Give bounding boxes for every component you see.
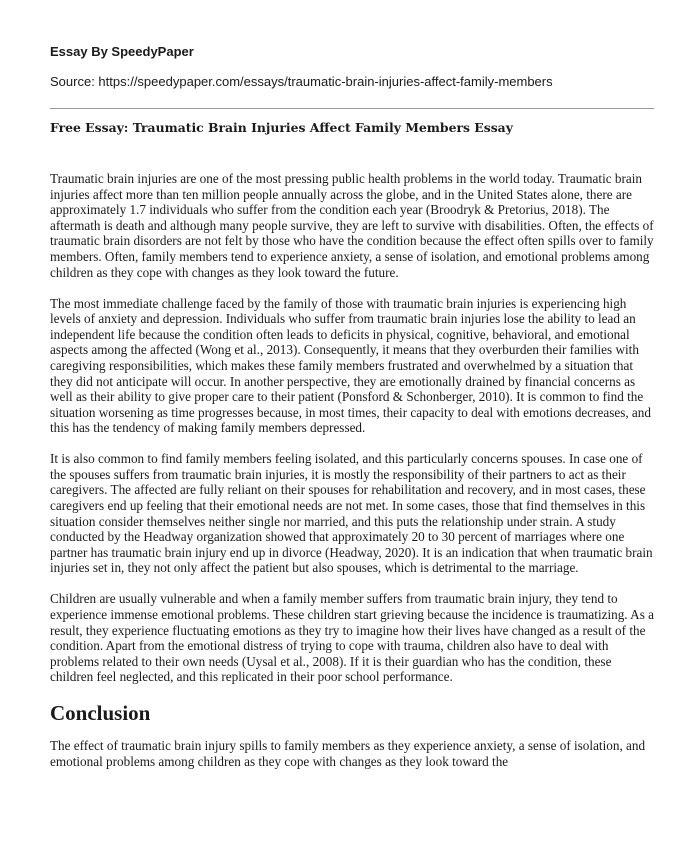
paragraph: Children are usually vulnerable and when a family member suffers from traumatic brain injury, they tend to experience immense emotional problems. These children start grieving because the incidence is traumatizing. As a result, they experience fluctuating emotions as they try to imagine how their lives have changed as a result of the condition. Apart from the emotional distress of trying to cope with trauma, children also have to deal with problems related to their own needs (Uysal et al., 2008). If it is their guardian who has the condition, these children feel neglected, and this replicated in their poor school performance. <box>50 591 654 685</box>
source-line: Source: https://speedypaper.com/essays/traumatic-brain-injuries-affect-family-members <box>50 74 553 89</box>
header-divider <box>50 108 654 109</box>
paragraph: It is also common to find family members feeling isolated, and this particularly concerns spouses. In case one of the spouses suffers from traumatic brain injuries, it is mostly the responsibility of their partners to act as their caregivers. The affected are fully reliant on their spouses for rehabilitation and recovery, and in most cases, these caregivers end up feeling that their emotional needs are not met. In some cases, those that find themselves in this situation consider themselves neither single nor married, and this puts the relationship under strain. A study conducted by the Headway organization showed that approximately 20 to 30 percent of marriages where one partner has traumatic brain injury end up in divorce (Headway, 2020). It is an indication that when traumatic brain injuries set in, they not only affect the patient but also spouses, which is detrimental to the marriage. <box>50 451 653 576</box>
essay-title: Free Essay: Traumatic Brain Injuries Affect Family Members Essay <box>50 120 513 135</box>
conclusion-heading: Conclusion <box>50 701 151 726</box>
paragraph: The most immediate challenge faced by the family of those with traumatic brain injuries is experiencing high levels of anxiety and depression. Individuals who suffer from traumatic brain injuries lose the ability to lead an independent life because the condition often leads to deficits in physical, cognitive, behavioral, and emotional aspects among the affected (Wong et al., 2013). Consequently, it means that they overburden their families with caregiving responsibilities, which makes these family members frustrated and overwhelmed by a situation that they did not anticipate will occur. In another perspective, they are emotionally drained by financial concerns as well as their ability to give proper care to their patient (Ponsford & Schonberger, 2010). It is common to find the situation worsening as time progresses because, in most times, their capacity to deal with emotions decreases, and this has the tendency of making family members depressed. <box>50 295 651 436</box>
conclusion-paragraph: The effect of traumatic brain injury spills to family members as they experience anxiety, a sense of isolation, and emotional problems among children as they cope with changes as they look toward the <box>50 738 646 769</box>
brand-title: Essay By SpeedyPaper <box>50 44 194 59</box>
essay-body <box>50 171 654 785</box>
paragraph: Traumatic brain injuries are one of the most pressing public health problems in the world today. Traumatic brain injuries affect more than ten million people annually across the globe, and in the United States alone, there are approximately 1.7 individuals who suffer from the condition each year (Broodryk & Pretorius, 2018). The aftermath is death and although many people survive, they are left to survive with disabilities. Often, the effects of traumatic brain disorders are not felt by those who have the condition because the effect often spills over to family members. Often, family members tend to experience anxiety, a sense of isolation, and emotional problems among children as they cope with changes as they look toward the future. <box>50 171 654 280</box>
document-header <box>50 44 654 90</box>
